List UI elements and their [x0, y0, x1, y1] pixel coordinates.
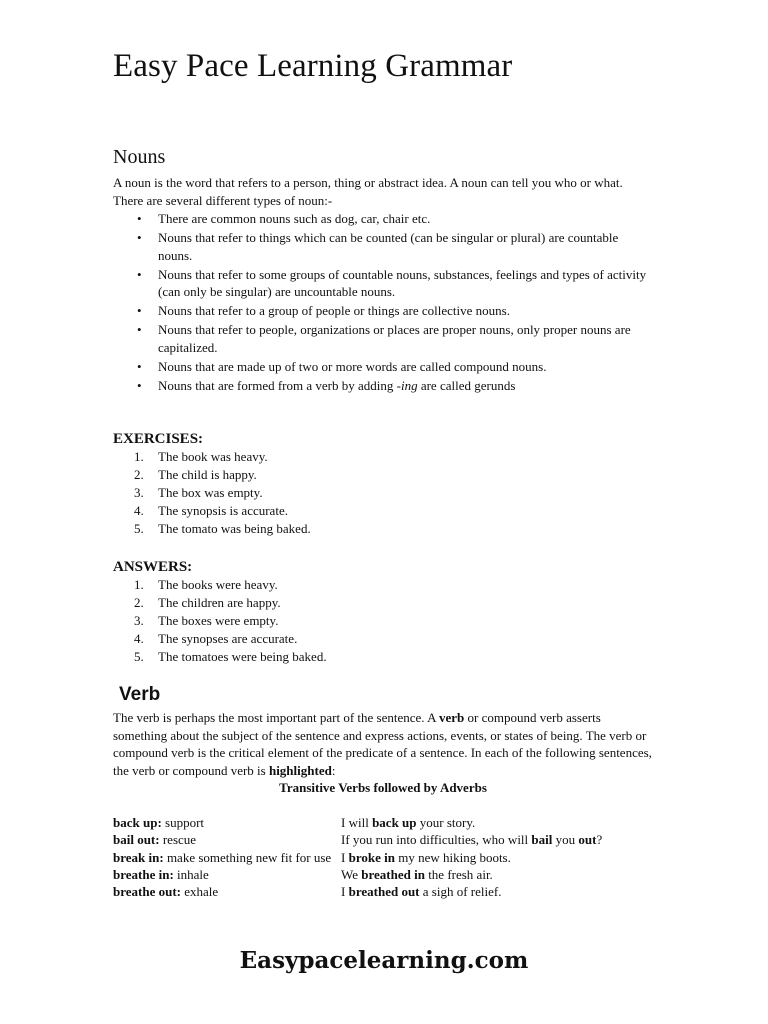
- table-row: [113, 883, 653, 900]
- table-row: [113, 814, 653, 831]
- list-item: • Nouns that refer to some groups of countable nouns, substances, feelings and types of activity (can only be singular) are uncountable nouns.: [158, 266, 653, 301]
- item-number: 4.: [134, 631, 144, 646]
- list-item: [134, 594, 653, 612]
- item-text: The boxes were empty.: [158, 613, 279, 628]
- list-item: [134, 502, 653, 520]
- item-number: 5.: [134, 649, 144, 664]
- verb-heading: Verb: [119, 684, 161, 705]
- list-item: [134, 466, 653, 484]
- definition: rescue: [159, 832, 197, 847]
- table-row: [113, 866, 653, 883]
- item-number: 3.: [134, 485, 144, 500]
- highlighted-bold-term: highlighted: [268, 762, 332, 778]
- term-cell: [113, 848, 341, 866]
- verbs-table: [113, 814, 653, 900]
- table-row: [113, 831, 653, 848]
- term-cell: [113, 831, 341, 848]
- item-text: The children are happy.: [158, 595, 281, 610]
- definition: exhale: [181, 884, 219, 899]
- item-number: 2.: [134, 595, 144, 610]
- footer-website: Easypacelearning.com: [239, 947, 529, 974]
- verb-text-part: :: [331, 762, 336, 778]
- noun-types-list: [113, 210, 653, 394]
- example-cell: [341, 831, 653, 848]
- example-cell: [341, 883, 653, 900]
- list-item: [158, 377, 653, 395]
- term: break in:: [113, 850, 164, 865]
- example-text: I: [341, 849, 349, 865]
- example-cell: [341, 848, 653, 866]
- item-text: The child is happy.: [158, 467, 257, 482]
- example-bold: breathed out: [348, 884, 420, 899]
- item-text: The synopses are accurate.: [158, 631, 298, 646]
- document-title: Easy Pace Learning Grammar: [113, 48, 513, 84]
- item-number: 3.: [134, 613, 144, 628]
- list-item: • There are common nouns such as dog, car, chair etc.: [158, 210, 653, 228]
- list-item: • Nouns that refer to people, organizations or places are proper nouns, only proper nouns are capitalized.: [158, 321, 653, 356]
- term: back up:: [113, 815, 162, 830]
- example-text: I: [341, 884, 349, 899]
- table-title: Transitive Verbs followed by Adverbs: [279, 780, 487, 795]
- table-row: [113, 848, 653, 866]
- list-item: • Nouns that refer to a group of people or things are collective nouns.: [158, 302, 653, 320]
- example-cell: [341, 814, 653, 831]
- verb-text-part: The verb is perhaps the most important part of the sentence. A: [113, 710, 439, 725]
- nouns-heading: Nouns: [113, 146, 166, 168]
- exercises-section: [113, 431, 653, 538]
- example-text: I will: [341, 815, 373, 830]
- list-item: [134, 648, 653, 666]
- exercises-heading: EXERCISES:: [113, 431, 204, 447]
- gerund-text-before: Nouns that are formed from a verb by adding -: [158, 377, 401, 393]
- list-item: [134, 576, 653, 594]
- verb-paragraph: [113, 709, 653, 779]
- example-text: If you run into difficulties, who will: [341, 832, 532, 847]
- example-text: my new hiking boots.: [394, 849, 511, 865]
- example-bold: bail: [531, 832, 553, 847]
- answers-heading: ANSWERS:: [113, 559, 193, 575]
- example-bold: broke in: [348, 849, 395, 865]
- exercises-list: [113, 448, 653, 538]
- example-text: you: [552, 832, 579, 847]
- list-item: • Nouns that are made up of two or more words are called compound nouns.: [158, 358, 653, 376]
- verb-text-part: or compound verb asserts something about the subject of the sentence and express actions, events, or states of being. The verb or compound verb is the critical element of the predicate of a sentence. In each of the following sentences, the verb or compound verb is: [113, 710, 652, 778]
- definition: make something new fit for use: [163, 850, 332, 865]
- item-number: 1.: [134, 577, 144, 592]
- nouns-types-intro: There are several different types of noun:-: [113, 192, 333, 208]
- item-text: The tomato was being baked.: [158, 521, 311, 536]
- definition: inhale: [173, 867, 209, 882]
- list-item: [134, 630, 653, 648]
- example-text: the fresh air.: [424, 867, 493, 882]
- list-item: [134, 448, 653, 466]
- verb-section: [113, 684, 653, 900]
- item-number: 2.: [134, 467, 144, 482]
- example-cell: [341, 866, 653, 883]
- gerund-text-after: are called gerunds: [417, 377, 516, 393]
- term: bail out:: [113, 832, 160, 847]
- term-cell: [113, 866, 341, 883]
- example-text: your story.: [416, 815, 476, 830]
- item-number: 4.: [134, 503, 144, 518]
- example-text: a sigh of relief.: [419, 884, 502, 899]
- list-item: • Nouns that refer to things which can be counted (can be singular or plural) are countable nouns.: [158, 229, 653, 264]
- item-number: 1.: [134, 449, 144, 464]
- definition: support: [161, 815, 205, 830]
- list-item: [134, 484, 653, 502]
- example-bold: out: [578, 832, 597, 847]
- nouns-intro: A noun is the word that refers to a person, thing or abstract idea. A noun can tell you who or what.: [113, 175, 623, 190]
- nouns-section: [113, 146, 653, 396]
- list-item: [134, 612, 653, 630]
- item-text: The book was heavy.: [158, 449, 268, 464]
- term: breathe in:: [113, 867, 174, 882]
- verb-bold-term: verb: [439, 710, 465, 725]
- term-cell: [113, 814, 341, 831]
- example-bold: breathed in: [361, 867, 425, 882]
- item-number: 5.: [134, 521, 144, 536]
- term: breathe out:: [113, 884, 182, 899]
- item-text: The box was empty.: [158, 485, 263, 500]
- item-text: The synopsis is accurate.: [158, 503, 288, 518]
- term-cell: [113, 883, 341, 900]
- gerund-suffix: ing: [400, 377, 418, 393]
- answers-list: [113, 576, 653, 666]
- answers-section: [113, 559, 653, 666]
- list-item: [134, 520, 653, 538]
- item-text: The books were heavy.: [158, 577, 278, 592]
- example-text: ?: [596, 832, 603, 847]
- item-text: The tomatoes were being baked.: [158, 649, 327, 664]
- example-bold: back up: [372, 815, 417, 830]
- example-text: We: [341, 867, 362, 882]
